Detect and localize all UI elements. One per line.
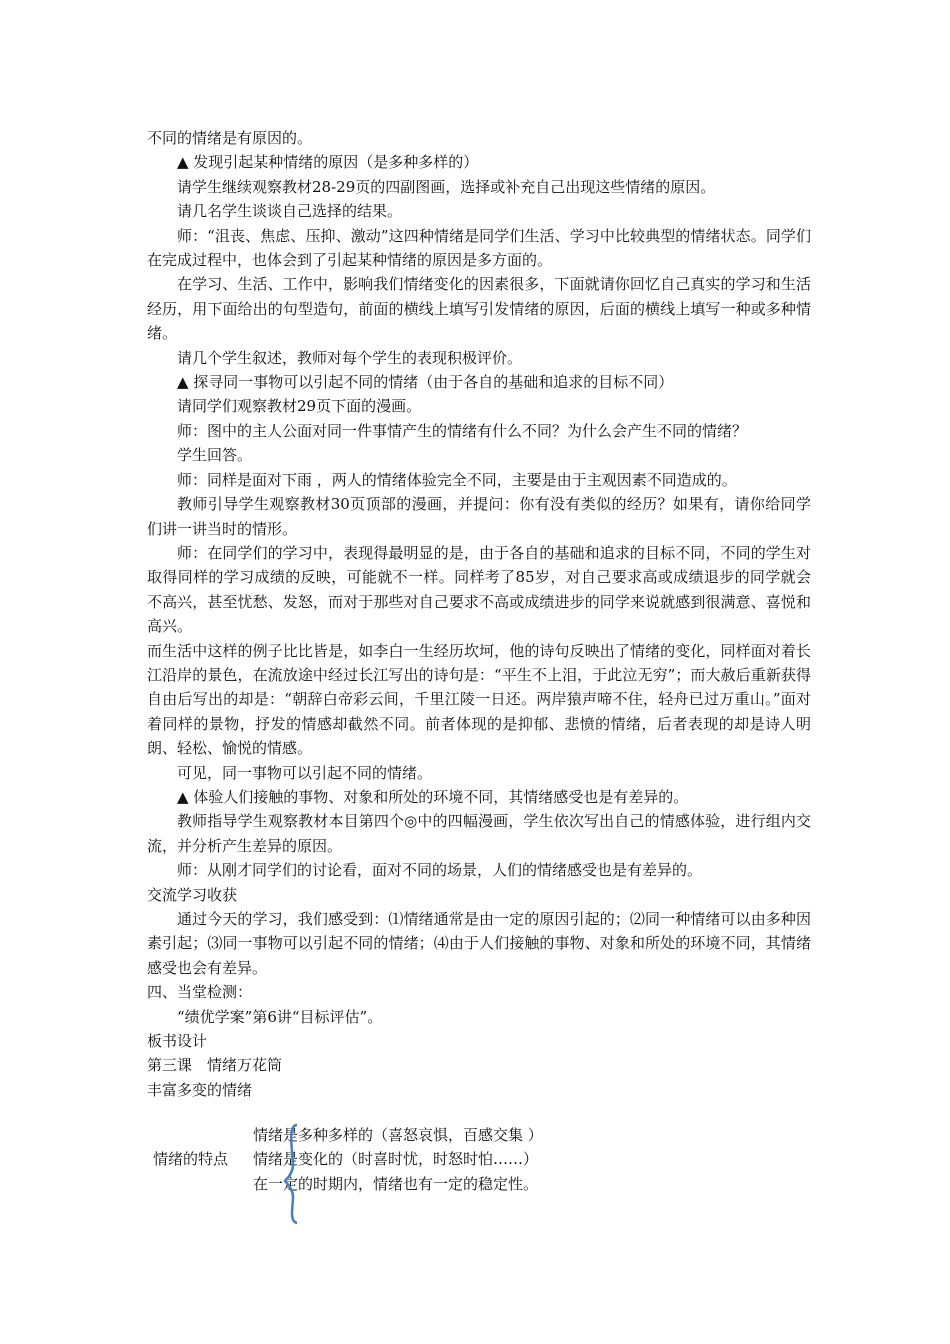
paragraph: 师：在同学们的学习中，表现得最明显的是，由于各自的基础和追求的目标不同，不同的学生对取得同样的学习成绩的反映，可能就不一样。同样考了85岁，对自己要求高或成绩退步的同学就会不高兴，甚至忧愁、发怒，而对于那些对自己要求不高或成绩进步的同学来说就感到很满意、喜悦和高兴。 [147,543,811,636]
paragraph: ▲ 探寻同一事物可以引起不同的情绪（由于各自的基础和追求的目标不同） [177,373,674,392]
paragraph: ▲ 体验人们接触的事物、对象和所处的环境不同，其情绪感受也是有差异的。 [177,787,689,806]
paragraph: 交流学习收获 [147,885,238,904]
paragraph: 不同的情绪是有原因的。 [147,129,313,147]
paragraph: 请学生继续观察教材28-29页的四副图画，选择或补充自己出现这些情绪的原因。 [177,177,716,196]
paragraph: 教师指导学生观察教材本目第四个◎中的四幅漫画，学生依次写出自己的情感体验，进行组内交流，并分析产生差异的原因。 [147,812,811,855]
paragraph: 请同学们观察教材29页下面的漫画。 [177,397,422,416]
paragraph: 在学习、生活、工作中，影响我们情绪变化的因素很多，下面就请你回忆自己真实的学习和生活经历，用下面给出的句型造句，前面的横线上填写引发情绪的原因，后面的横线上填写一种或多种情绪。 [147,275,811,343]
board-design-diagram [147,1123,811,1233]
paragraph: 学生回答。 [177,446,253,465]
paragraph: 请几名学生谈谈自己选择的结果。 [177,202,403,221]
board-item-3: 在一定的时期内，情绪也有一定的稳定性。 [253,1175,539,1193]
paragraph: 四、当堂检测： [147,983,253,1002]
paragraph: 师：从刚才同学们的讨论看，面对不同的场景，人们的情绪感受也是有差异的。 [177,861,703,880]
paragraph: ▲ 发现引起某种情绪的原因（是多种多样的） [177,153,479,172]
board-label: 情绪的特点 [153,1150,229,1168]
paragraph: 通过今天的学习，我们感受到：⑴情绪通常是由一定的原因引起的；⑵同一种情绪可以由多种因素引起；⑶同一事物可以引起不同的情绪；⑷由于人们接触的事物、对象和所处的环境不同，其情绪感受也会有差异。 [147,910,811,977]
paragraph: 请几个学生叙述，教师对每个学生的表现积极评价。 [177,348,523,367]
paragraph: 师：“沮丧、焦虑、压抑、激动”这四种情绪是同学们生活、学习中比较典型的情绪状态。同学们在完成过程中，也体会到了引起某种情绪的原因是多方面的。 [147,226,811,270]
paragraph: 可见，同一事物可以引起不同的情绪。 [177,763,433,782]
document-body [147,126,811,1102]
paragraph: 师：同样是面对下雨 ，两人的情绪体验完全不同，主要是由于主观因素不同造成的。 [177,470,737,489]
paragraph: “绩优学案”第6讲“目标评估”。 [177,1007,383,1026]
paragraph: 教师引导学生观察教材30页顶部的漫画，并提问：你有没有类似的经历？如果有，请你给同学们讲一讲当时的情形。 [147,495,811,538]
paragraph: 板书设计 [147,1032,208,1051]
brace-icon [283,1123,323,1233]
paragraph: 而生活中这样的例子比比皆是，如李白一生经历坎坷，他的诗句反映出了情绪的变化，同样面对着长江沿岸的景色，在流放途中经过长江写出的诗句是：“平生不上泪，于此泣无穷”；而大赦后重新获得自由后写出的却是：“朝辞白帝彩云间，千里江陵一日还。两岸猿声啼不住，轻舟已过万重山。”面对着同样的景物，抒发的情感却截然不同。前者体现的是抑郁、悲愤的情绪，后者表现的却是诗人明朗、轻松、愉悦的情感。 [147,641,811,758]
paragraph: 师：图中的主人公面对同一件事情产生的情绪有什么不同？为什么会产生不同的情绪？ [177,421,748,440]
board-item-1: 情绪是多种多样的（喜怒哀惧，百感交集 ） [253,1126,543,1144]
paragraph: 第三课 情绪万花筒 [147,1056,283,1075]
paragraph: 丰富多变的情绪 [147,1080,253,1099]
board-item-2: 情绪是变化的（时喜时忧，时怒时怕……） [253,1150,539,1168]
